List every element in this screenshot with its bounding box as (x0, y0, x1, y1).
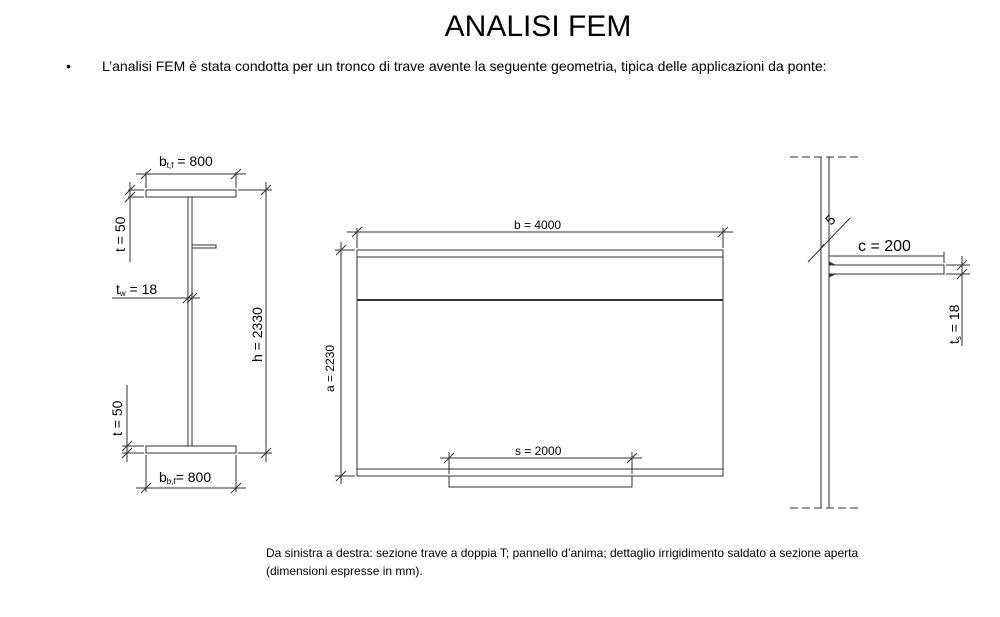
label-panel-height: a = 2230 (323, 344, 337, 392)
label-weld: 5 (821, 211, 839, 229)
page-title: ANALISI FEM (444, 10, 632, 43)
dim-panel-height (335, 242, 355, 484)
dim-top-flange-width (136, 169, 246, 188)
panel-outline (357, 250, 723, 476)
label-stiffener-thickness: ts = 18 (946, 304, 963, 344)
label-web-thickness: tw = 18 (116, 281, 158, 298)
weld-bottom (829, 274, 835, 277)
detail-stiffener-plate (829, 265, 944, 274)
label-top-flange-width: bt,f = 800 (159, 153, 213, 170)
bottom-flange (146, 446, 236, 453)
label-stiffener-length: c = 200 (858, 238, 911, 255)
label-bottom-flange-thickness: t = 50 (109, 400, 125, 436)
label-top-flange-thickness: t = 50 (112, 216, 128, 252)
intro-text: L’analisi FEM è stata condotta per un tronco di trave avente la seguente geometria, tipica delle applicazioni da ponte: (102, 58, 827, 74)
dim-bottom-flange-thickness (122, 385, 144, 462)
i-beam-section (146, 190, 236, 453)
section-stiffener (192, 245, 216, 248)
top-flange (146, 190, 236, 197)
label-bottom-flange-width: bb,f= 800 (159, 469, 212, 486)
panel-top-flange (357, 250, 723, 257)
label-span: s = 2000 (515, 444, 562, 458)
label-panel-width: b = 4000 (514, 218, 562, 232)
weld-top (829, 262, 835, 265)
label-section-height: h = 2330 (249, 307, 265, 362)
stiffener-detail (790, 157, 944, 508)
figure-caption: Da sinistra a destra: sezione trave a doppia T; pannello d’anima; dettaglio irrigidimento saldato a sezione aperta (dimensioni espresse in mm). (266, 546, 859, 578)
panel-bottom-plate (449, 476, 632, 487)
bullet-marker: • (66, 58, 71, 74)
